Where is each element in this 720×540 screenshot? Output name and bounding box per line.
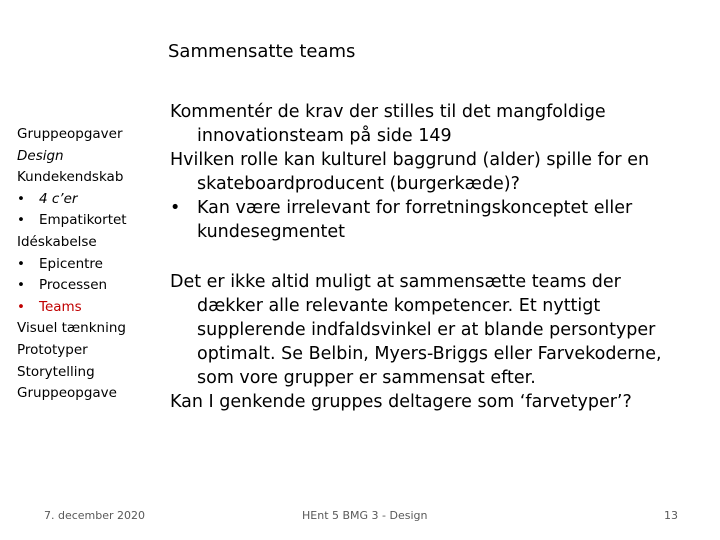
body-paragraph-krav: Kommentér de krav der stilles til det mangfoldige innovationsteam på side 149 [170, 102, 606, 146]
footer-page-number: 13 [664, 509, 678, 522]
slide-body [170, 100, 690, 414]
agenda-item-visuel-taenkning: Visuel tænkning [17, 320, 126, 337]
agenda-item-gruppeopgave: Gruppeopgave [17, 385, 117, 402]
body-paragraph-kulturel-baggrund: Hvilken rolle kan kulturel baggrund (alder) spille for en skateboardproducent (burgerkæde)? [170, 150, 650, 194]
agenda-item-processen: • Processen [17, 275, 162, 297]
spacer [170, 244, 690, 270]
body-paragraph-kompetencer: Det er ikke altid muligt at sammensætte teams der dækker alle relevante kompetencer. Et nyttigt supplerende indfaldsvinkel er at blande persontyper optimalt. Se Belbin, Myers-Briggs eller Farvekoderne, som vore grupper er sammensat efter. [170, 272, 662, 388]
agenda-item-4cer: • 4 c’er [17, 189, 162, 211]
agenda-item-storytelling: Storytelling [17, 363, 95, 380]
agenda-item-epicentre: • Epicentre [17, 254, 162, 276]
body-paragraph-farvetyper: Kan I genkende gruppes deltagere som ‘farvetyper’? [170, 392, 632, 412]
footer-course: HEnt 5 BMG 3 - Design [302, 509, 428, 522]
agenda-item-kundekendskab: Kundekendskab [17, 169, 124, 186]
agenda-item-empatikortet: • Empatikortet [17, 210, 162, 232]
body-bullet-irrelevant: • Kan være irrelevant for forretningskonceptet eller kundesegmentet [170, 196, 690, 244]
agenda-item-prototyper: Prototyper [17, 341, 88, 358]
agenda-item-gruppeopgaver: Gruppeopgaver [17, 126, 123, 142]
slide-title: Sammensatte teams [168, 41, 356, 62]
sidebar-agenda [17, 124, 162, 405]
agenda-item-teams-active: • Teams [17, 297, 162, 319]
agenda-item-design: Design [17, 147, 64, 164]
agenda-item-ideskabelse: Idéskabelse [17, 233, 97, 250]
footer-date: 7. december 2020 [44, 509, 146, 522]
